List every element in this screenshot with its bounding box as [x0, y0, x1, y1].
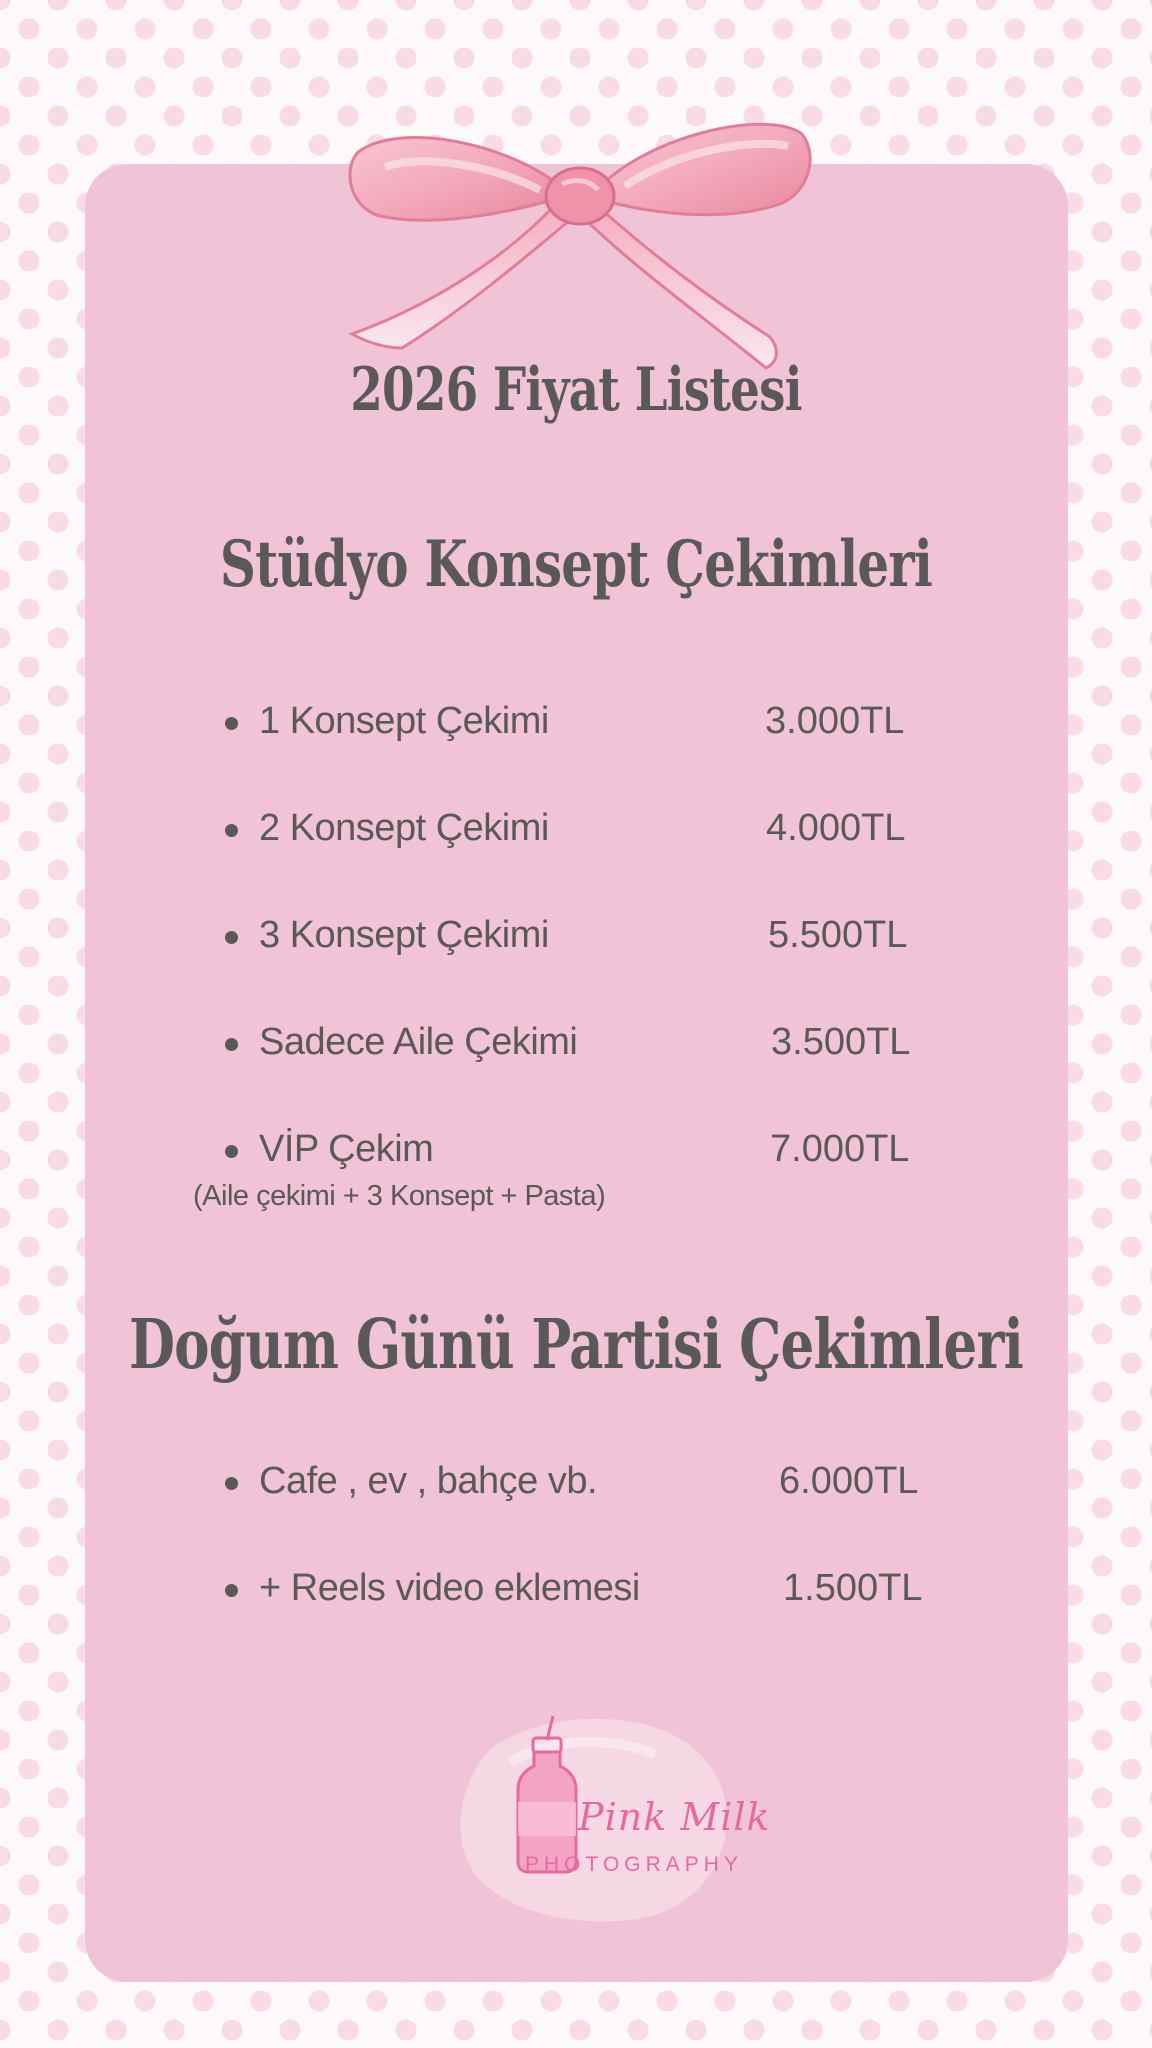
- bullet-icon: [225, 1038, 238, 1051]
- logo-subtitle: PHOTOGRAPHY: [525, 1853, 743, 1876]
- price-row: [0, 914, 1152, 964]
- price-row: [0, 700, 1152, 750]
- item-label: 2 Konsept Çekimi: [259, 807, 549, 849]
- price-row: [0, 1128, 1152, 1178]
- bullet-icon: [225, 1145, 238, 1158]
- item-label: 3 Konsept Çekimi: [259, 914, 549, 956]
- page-title: 2026 Fiyat Listesi: [350, 355, 802, 425]
- item-price: 5.500TL: [768, 914, 908, 956]
- item-label: VİP Çekim: [259, 1128, 434, 1170]
- price-row: [0, 1567, 1152, 1617]
- price-row: [0, 807, 1152, 857]
- item-price: 3.500TL: [771, 1021, 911, 1063]
- item-note: (Aile çekimi + 3 Konsept + Pasta): [193, 1180, 606, 1212]
- section-title-birthday: Doğum Günü Partisi Çekimleri: [128, 1305, 1024, 1385]
- logo-script-text: Pink Milk: [578, 1795, 771, 1839]
- price-row: [0, 1021, 1152, 1071]
- item-price: 7.000TL: [770, 1128, 910, 1170]
- item-label: Sadece Aile Çekimi: [259, 1021, 578, 1063]
- ribbon-bow-icon: [340, 112, 820, 372]
- bullet-icon: [225, 1584, 238, 1597]
- item-price: 6.000TL: [779, 1460, 919, 1502]
- bullet-icon: [225, 717, 238, 730]
- item-label: Cafe , ev , bahçe vb.: [259, 1460, 598, 1502]
- bullet-icon: [225, 931, 238, 944]
- section-title-studio: Stüdyo Konsept Çekimleri: [219, 527, 933, 602]
- item-label: 1 Konsept Çekimi: [259, 700, 549, 742]
- item-label: + Reels video eklemesi: [259, 1567, 640, 1609]
- item-price: 1.500TL: [783, 1567, 923, 1609]
- price-row: [0, 1460, 1152, 1510]
- bullet-icon: [225, 1477, 238, 1490]
- bullet-icon: [225, 824, 238, 837]
- item-price: 4.000TL: [766, 807, 906, 849]
- item-price: 3.000TL: [765, 700, 905, 742]
